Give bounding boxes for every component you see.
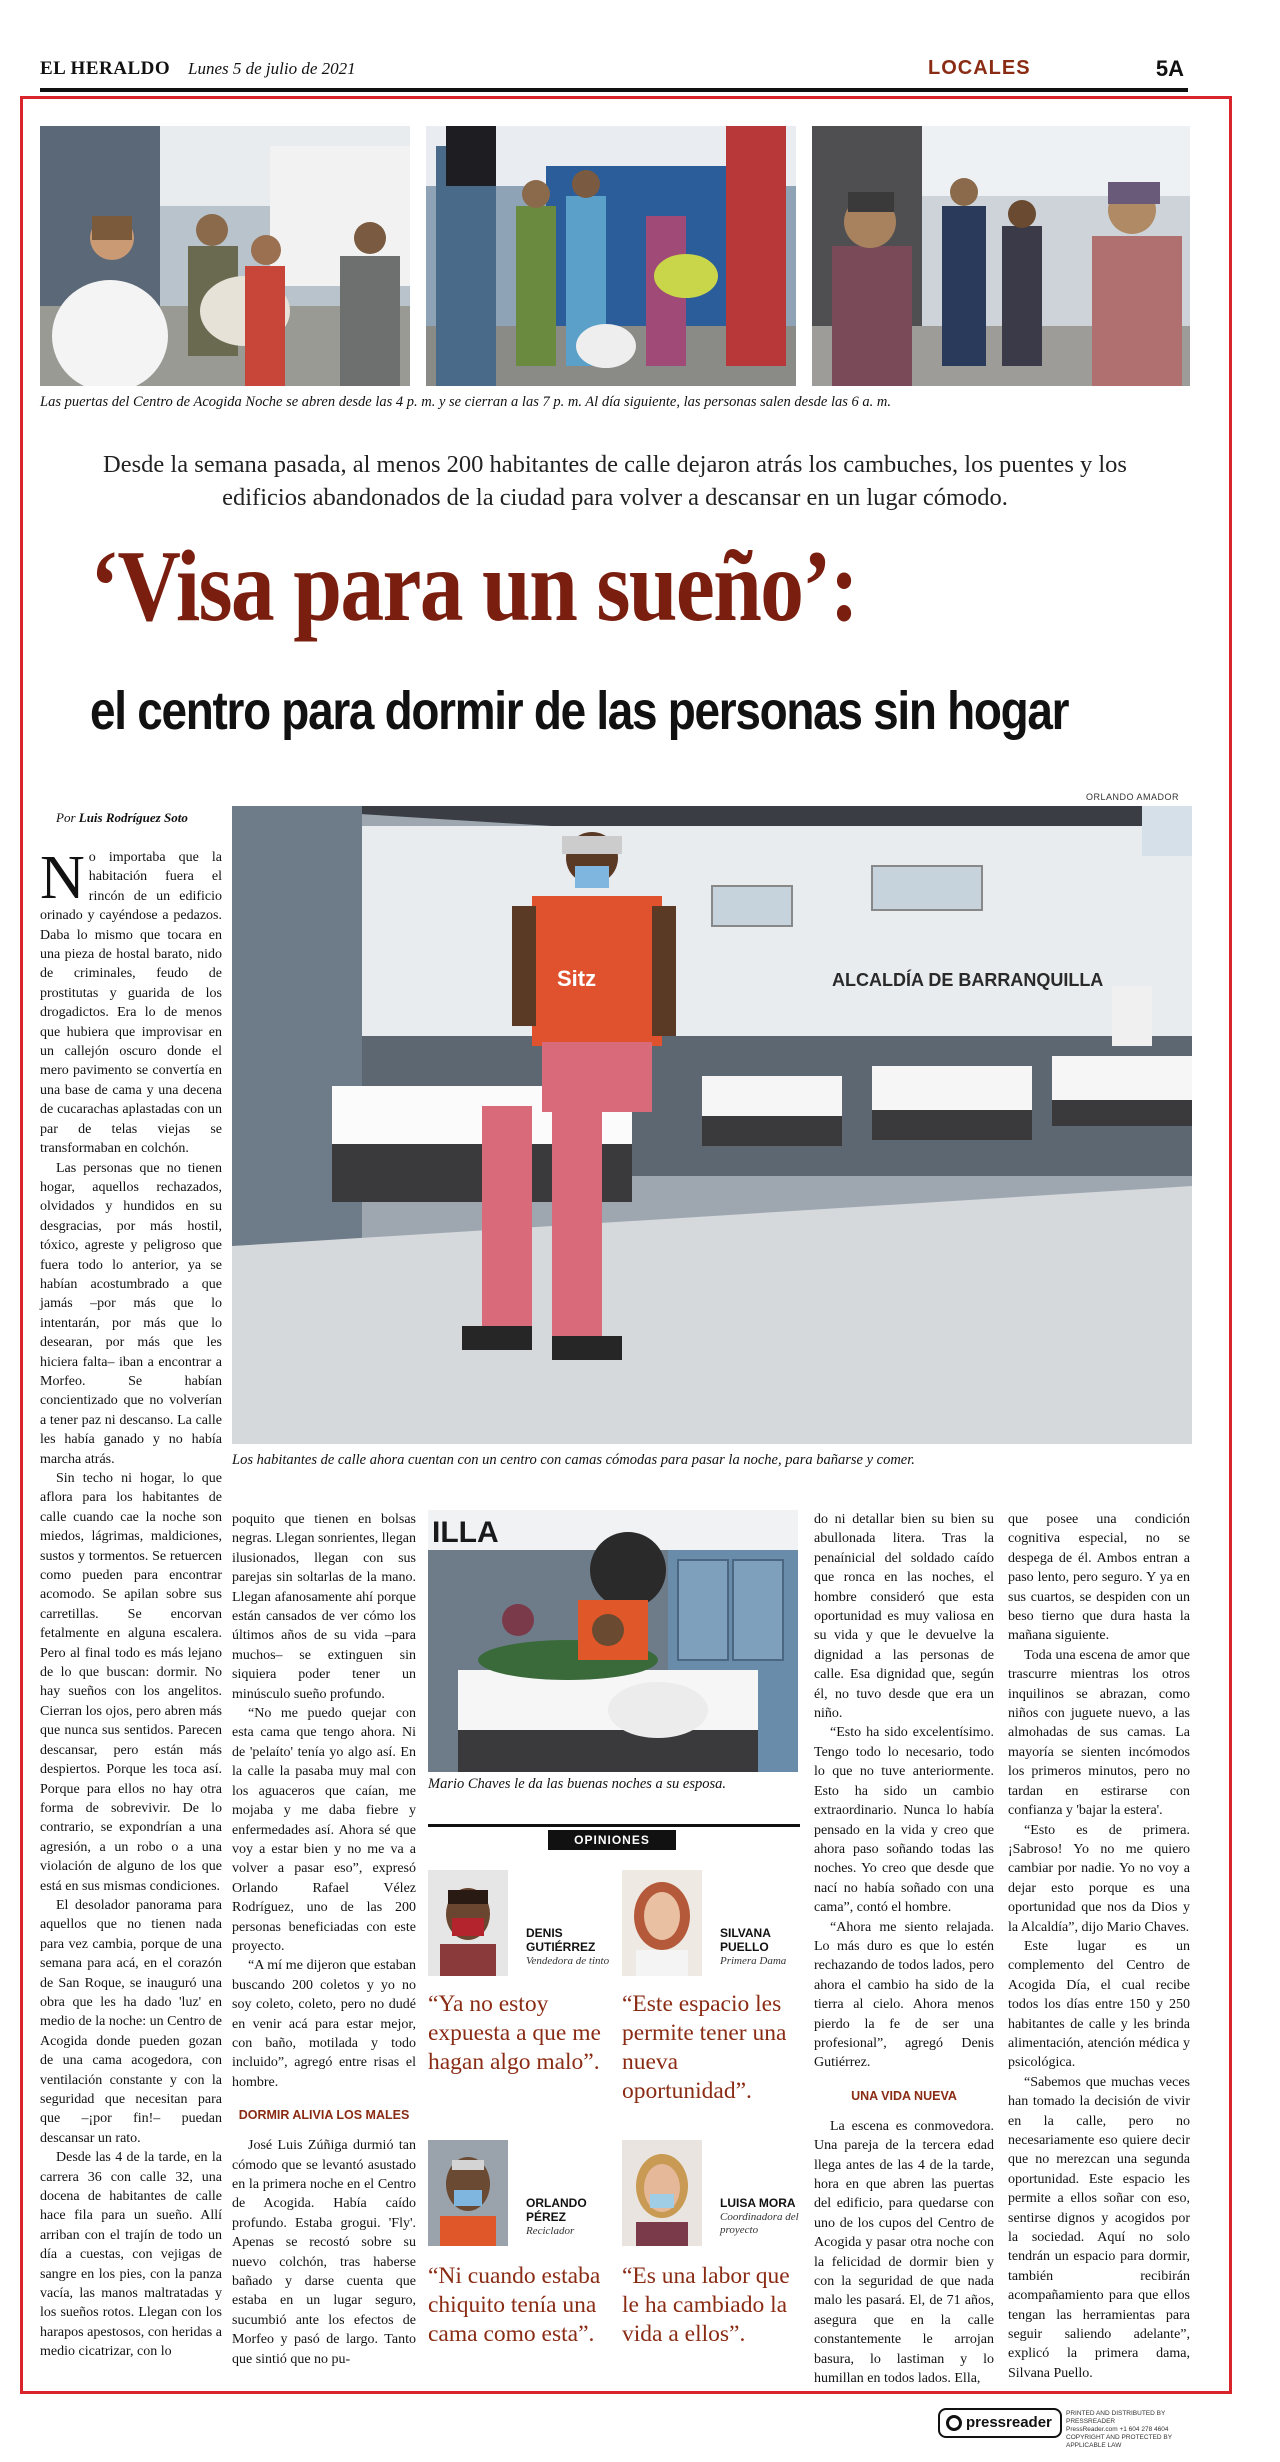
opinions-rule [428, 1824, 800, 1827]
byline [56, 810, 188, 826]
opinion-1-name: DENIS GUTIÉRREZ [526, 1926, 596, 1954]
col1-paragraph-3: Sin techo ni hogar, lo que aflora para los habitantes de calle cuando cae la noche son miedos, lágrimas, maldiciones, sustos y tormentos. Se retuercen como pueden para encontrar acomodo. Se apilan sobre sus carretillas. Se encorvan fetalmente en alguna escalera. Pero al final todo es más lejano de lo que buscan: dormir. No hay sueños con los angelitos. Cierran los ojos, pero abren más que nunca sus sentidos. Parecen descansar, pero están más despiertos. Porque les toca así. Porque para ellos no hay otra forma de sobrevivir. De lo contrario, se expondrían a una agresión, a un robo o a una violación de alguno de los que está en sus mismas condiciones. [40, 1471, 222, 1894]
small-photo-caption: Mario Chaves le da las buenas noches a su esposa. [428, 1776, 727, 1792]
headline: ‘Visa para un sueño’: [90, 530, 858, 643]
avatar-orlando [428, 2140, 508, 2246]
avatar-luisa [622, 2140, 702, 2246]
small-photo [428, 1510, 798, 1772]
col1-paragraph-4: El desolador panorama para aquellos que no tienen nada para vez cambia, porque de una semana para acá, en el corazón de San Roque, se inauguró una obra que les ha dado 'luz' en medio de la noche: un Centro de Acogida donde pueden gozan de una cama acogedora, con ventilación constante y con la seguridad que necesitan para que –¡por fin!– puedan descansar un rato. [40, 1897, 222, 2146]
opinion-2-quote: “Este espacio les permite tener una nueva oportunidad”. [622, 1991, 787, 2104]
col3-paragraph-2: “Esto ha sido excelentísimo. Tengo todo lo necesario, todo lo que no tuve anteriormente. Esto ha sido un cambio extraordinario. Nunca lo había pensado en la vida y creo que ahora paso soñando todas las noches. Yo creo que desde que nací no había soñado con una cama”, contó el hombre. [814, 1725, 994, 1916]
top-photo-caption: Las puertas del Centro de Acogida Noche se abren desde las 4 p. m. y se cierran a las 7 p. m. Al día siguiente, las personas salen desde las 6 a. m. [40, 394, 891, 410]
col4-paragraph-2: Toda una escena de amor que trascurre mientras los otros inquilinos se abrazan, como niños con juguete nuevo, a las almohadas de sus camas. La mayoría se sienten incómodos los primeros minutos, pero no tardan en estirarse con confianza y 'bajar la estera'. [1008, 1647, 1190, 1819]
col1-paragraph-5: Desde las 4 de la tarde, en la carrera 36 con calle 32, una docena de habitantes de calle hace fila para un sueño. Allí arriban con el trajín de todo un día a cuestas, con vejigas de sangre en los pies, con la panza vacía, las manos maltratadas y los sueños rotos. Llegan con los harapos apestosos, con heridas a medio cicatrizar, con lo [40, 2150, 222, 2360]
opinion-2-name: SILVANA PUELLO [720, 1926, 771, 1954]
col4-paragraph-4: Este lugar es un complemento del Centro de Acogida Día, el cual recibe todos los días entre 150 y 250 habitantes de calle y les brinda alimentación, atención médica y psicológica. [1008, 1938, 1190, 2071]
col3-paragraph-3: “Ahora me siento relajada. Lo más duro es que lo estén rechazando de todos lados, pero ahora el cambio ha sido de la tierra al cielo. Ahora menos pierdo la fe de ser una profesional”, agregó Denis Gutiérrez. [814, 1919, 994, 2071]
opinion-2-role: Primera Dama [720, 1955, 787, 1967]
article-column-3 [814, 1510, 994, 2387]
opinions-label: OPINIONES [548, 1830, 676, 1850]
article-column-1 [40, 844, 222, 2388]
pressreader-fineprint: PRINTED AND DISTRIBUTED BY PRESSREADER PressReader.com +1 604 278 4604 COPYRIGHT AND PROTECTED BY APPLICABLE LAW [1066, 2410, 1172, 2449]
main-photo-caption: Los habitantes de calle ahora cuentan con un centro con camas cómodas para pasar la noche, para bañarse y comer. [232, 1452, 915, 1468]
photo-sign-text: ALCALDÍA DE BARRANQUILLA [832, 970, 1104, 990]
small-photo-sign: ILLA [432, 1516, 499, 1549]
masthead [40, 56, 1188, 92]
subheadline: el centro para dormir de las personas sin hogar [90, 681, 1069, 741]
photo-shirt-text: Sitz [557, 966, 597, 991]
article-column-4 [1008, 1510, 1190, 2380]
pressreader-icon [946, 2415, 962, 2431]
opinion-1-quote: “Ya no estoy expuesta a que me hagan algo malo”. [428, 1991, 601, 2075]
top-photo-1 [40, 126, 410, 386]
subhead-vida-nueva: UNA VIDA NUEVA [851, 2088, 957, 2103]
main-photo [232, 806, 1192, 1444]
byline-author: Luis Rodríguez Soto [78, 810, 188, 825]
opinion-1-role: Vendedora de tinto [526, 1955, 610, 1967]
col2-paragraph-4: José Luis Zúñiga durmió tan cómodo que se levantó asustado en la primera noche en el Centro de Acogida. Había caído profundo. Estaba grogui. 'Fly'. Apenas se recostó sobre su nuevo colchón, tras haberse bañado y darse cuenta que estaba en un lugar seguro, sucumbió ante los efectos de Morfeo y pasó de largo. Tanto que sintió que no pu- [232, 2138, 416, 2367]
opinion-3-name: ORLANDO PÉREZ [526, 2196, 587, 2224]
col2-paragraph-3: “A mí me dijeron que estaban buscando 200 coletos y yo no soy coleto, coleto, pero no dudé en venir acá para estar mejor, con baño, motilada y todo incluido”, agregó entre risas el hombre. [232, 1958, 416, 2090]
col1-paragraph-2: Las personas que no tienen hogar, aquellos rechazados, olvidados y hundidos en su desgracias, por más hostil, tóxico, agreste y peligroso que fuera todo lo anterior, ya se habían acostumbrado a que jamás –por más que lo intentarán, por más que lo desearan, por más que les hiciera falta– iban a encontrar a Morfeo. Se habían concientizado que no volverían a tener paz ni descanso. La calle les había ganado y no había marcha atrás. [40, 1160, 222, 1467]
avatar-silvana [622, 1870, 702, 1976]
page-number: 5A [1155, 56, 1184, 81]
opinion-3-quote: “Ni cuando estaba chiquito tenía una cama como esta”. [428, 2263, 601, 2347]
photo-credit: ORLANDO AMADOR [1086, 792, 1180, 802]
top-photo-3 [812, 126, 1190, 386]
opinion-3-role: Reciclador [526, 2225, 575, 2237]
opinion-4-role: Coordinadora del proyecto [720, 2211, 799, 2236]
col4-paragraph-5: “Sabemos que muchas veces han tomado la decisión de vivir en la calle, pero no necesariamente eso quiere decir que no merezcan una segunda oportunidad. Este espacio les permite a ellos soñar con eso, sentirse dignos y acogidos por la sociedad. Aquí no solo tendrán un espacio para dormir, también recibirán acompañamiento para que ellos tengan las herramientas para seguir saliendo adelante”, explicó la primera dama, Silvana Puello. [1008, 2074, 1190, 2381]
col2-paragraph-1: poquito que tienen en bolsas negras. Llegan sonrientes, llegan ilusionados, llegan con sus parejas sin soltarlas de la mano. Llegan afanosamente ahí porque están cansados de ver cómo los últimos años de su vida –para muchos– se extinguen sin siquiera poder tener un minúsculo sueño profundo. [232, 1512, 416, 1702]
issue-date: Lunes 5 de julio de 2021 [188, 59, 356, 78]
subhead-dormir: DORMIR ALIVIA LOS MALES [238, 2108, 410, 2123]
pressreader-logo[interactable]: pressreader [938, 2408, 1062, 2438]
col3-paragraph-4: La escena es conmovedora. Una pareja de la tercera edad llega antes de las 4 de la tarde, hora en que abren las puertas del edificio, para quedarse con uno de los cupos del Centro de Acogida y pasar otra noche con la felicidad de dormir bien y con la seguridad de que nada malo les pasará. El, de 71 años, asegura que en la calle constantemente le arrojan basura, lo lastiman y lo humillan en todos lados. Ella, [814, 2118, 994, 2387]
col4-paragraph-1: que posee una condición cognitiva especial, no se despega de él. Ambos entran a paso lento, pero seguro. Y ya en sus cuartos, se despiden con un beso tierno que dura hasta la mañana siguiente. [1008, 1512, 1190, 1644]
col4-paragraph-3: “Esto es de primera. ¡Sabroso! Yo no me quiero cambiar por nadie. Yo no voy a dejar esto porque es una oportunidad que nos da Dios y la Alcaldía”, dijo Mario Chaves. [1008, 1822, 1190, 1935]
newspaper-name: EL HERALDO [40, 58, 171, 79]
article-column-2 [232, 1510, 416, 2380]
col3-paragraph-1: do ni detallar bien su bien su abullonada litera. Tras la penaínicial del soldado caído que ronca en las noches, el hombre consideró que esta oportunidad es muy valiosa en su vida y que le devuelve la dignidad a las personas de calle. Esa dignidad que, según él, no tuvo desde que era un niño. [814, 1512, 994, 1722]
col1-paragraph-1: o importaba que la habitación fuera el rincón de un edificio orinado y cayéndose a pedazos. Daba lo mismo que tocara en una pieza de hostal barato, nido de criminales, feudo de prostitutas y guarida de los drogadictos. Era lo de menos que hubiera que improvisar en un callejón oscuro donde el mero pavimento se convertía en una base de cama y una decena de cucarachas aplastadas con un par de telas viejas se transformaban en colchón. [40, 850, 222, 1157]
byline-prefix: Por [56, 810, 76, 825]
col2-paragraph-2: “No me puedo quejar con esta cama que tengo ahora. Ni de 'pelaíto' tenía yo algo así. En la calle la pasaba muy mal con los aguaceros que caían, me mojaba y me daba fiebre y enfermedades así. Ahora sé que voy a estar bien y no me va a volver a pasar eso”, expresó Orlando Rafael Vélez Rodríguez, uno de las 200 personas beneficiadas con este proyecto. [232, 1706, 416, 1954]
avatar-denis [428, 1870, 508, 1976]
article-deck: Desde la semana pasada, al menos 200 habitantes de calle dejaron atrás los cambuches, los puentes y los edificios abandonados de la ciudad para volver a descansar en un lugar cómodo. [103, 451, 1127, 511]
opinion-4-name: LUISA MORA [720, 2196, 796, 2210]
drop-cap: N [40, 844, 85, 912]
section-name: LOCALES [928, 57, 1031, 79]
opinion-4-quote: “Es una labor que le ha cambiado la vida a ellos”. [622, 2263, 790, 2347]
top-photo-2 [426, 126, 796, 386]
